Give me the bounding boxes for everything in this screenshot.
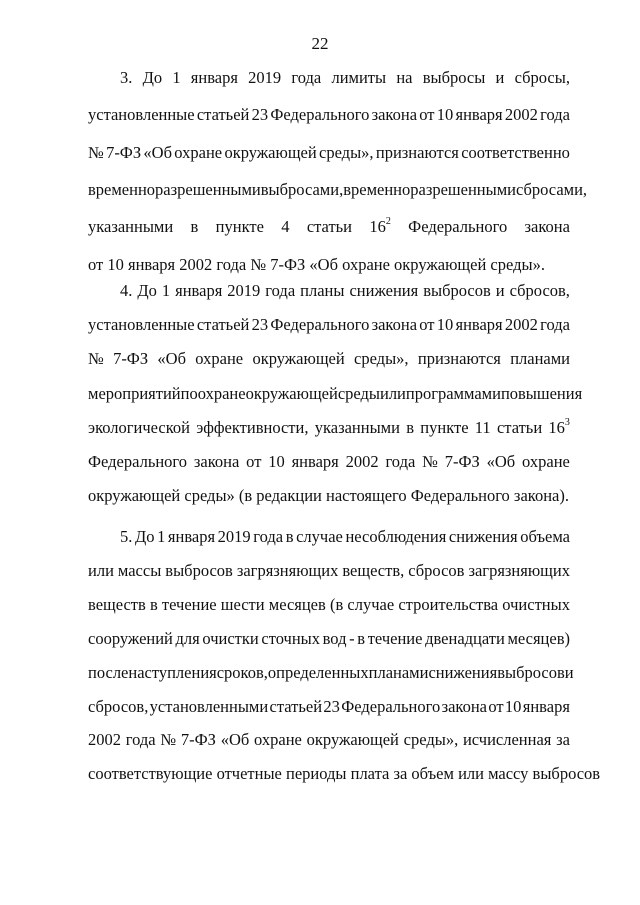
paragraph-3-line: 3. До 1 января 2019 года лимиты на выбросы и сбросы, — [120, 68, 570, 87]
paragraph-5-line: сооружений для очистки сточных вод - в течение двенадцати месяцев) — [88, 628, 570, 648]
paragraph-5-line: веществ в течение шести месяцев (в случае строительства очистных — [88, 594, 570, 614]
paragraph-4-line: 4. До 1 января 2019 года планы снижения выбросов и сбросов, — [120, 281, 570, 300]
paragraph-3-line: № 7-ФЗ «Об охране окружающей среды», признаются соответственно — [88, 142, 570, 162]
paragraph-3-line: временно разрешенными выбросами, временно разрешенными сбросами, — [88, 179, 588, 199]
paragraph-5-line: соответствующие отчетные периоды плата за объем или массу выбросов — [88, 764, 601, 784]
paragraph-4-line: мероприятий по охране окружающей среды или программами повышения — [88, 383, 583, 403]
paragraph-3-line: установленные статьей 23 Федерального закона от 10 января 2002 года — [88, 105, 570, 125]
paragraph-5-line: 2002 года № 7-ФЗ «Об охране окружающей среды», исчисленная за — [88, 730, 570, 750]
paragraph-4-line: установленные статьей 23 Федерального закона от 10 января 2002 года — [88, 315, 570, 335]
paragraph-5-line: 5. До 1 января 2019 года в случае несоблюдения снижения объема — [120, 527, 570, 546]
paragraph-4-line: № 7-ФЗ «Об охране окружающей среды», признаются планами — [88, 349, 570, 369]
paragraph-5-line: после наступления сроков, определенных планами снижения выбросов и — [88, 662, 574, 682]
paragraph-3-line: указанными в пункте 4 статьи $16^2$ Федерального закона — [88, 216, 570, 237]
paragraph-5-line: сбросов, установленными статьей 23 Федерального закона от 10 января — [88, 696, 570, 716]
paragraph-4-line: окружающей среды» (в редакции настоящего Федерального закона). — [88, 486, 569, 506]
paragraph-4-line: Федерального закона от 10 января 2002 года № 7-ФЗ «Об охране — [88, 452, 570, 471]
paragraph-4-line: экологической эффективности, указанными в пункте 11 статьи $16^3$ — [88, 416, 570, 437]
page-number: 22 — [311, 34, 329, 53]
paragraph-5-line: или массы выбросов загрязняющих веществ, сбросов загрязняющих — [88, 560, 570, 580]
paragraph-3-line: от 10 января 2002 года № 7-ФЗ «Об охране окружающей среды». — [88, 254, 545, 274]
